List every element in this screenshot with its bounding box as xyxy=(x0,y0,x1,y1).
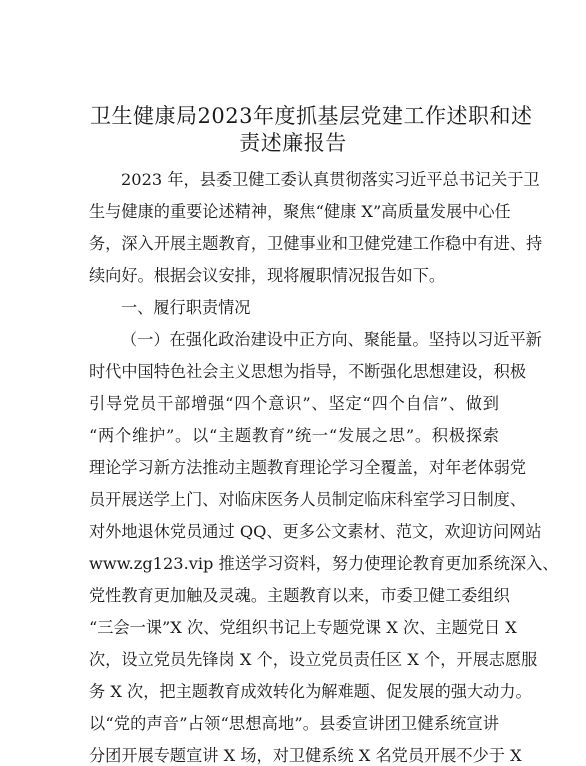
intro-paragraph-line: 生与健康的重要论述精神，聚焦“健康 X”高质量发展中心任 xyxy=(89,202,511,221)
section-paragraph-line: 次，设立党员先锋岗 X 个，设立党员责任区 X 个，开展志愿服 xyxy=(89,650,538,669)
document-title xyxy=(90,103,533,157)
section-paragraph-line: “两个维护”。以“主题教育”统一“发展之思”。积极探索 xyxy=(89,426,499,445)
intro-paragraph-line: 务，深入开展主题教育，卫健事业和卫健党建工作稳中有进、持 xyxy=(89,234,543,253)
intro-paragraph-line: 续向好。根据会议安排，现将履职情况报告如下。 xyxy=(89,266,446,285)
section-paragraph-line: 以“党的声音”占领“思想高地”。县委宣讲团卫健系统宣讲 xyxy=(89,714,499,733)
section-paragraph-line: 对外地退休党员通过 QQ、更多公文素材、范文，欢迎访问网站 xyxy=(89,522,542,541)
section-paragraph-line: 引导党员干部增强“四个意识”、坚定“四个自信”、做到 xyxy=(89,394,499,413)
section-paragraph-line: 务 X 次，把主题教育成效转化为解难题、促发展的强大动力。 xyxy=(89,682,532,701)
section-paragraph-line: 理论学习新方法推动主题教育理论学习全覆盖，对年老体弱党 xyxy=(89,458,527,477)
intro-paragraph-line: 2023 年，县委卫健工委认真贯彻落实习近平总书记关于卫 xyxy=(121,170,540,189)
title-line: 卫生健康局2023年度抓基层党建工作述职和述 xyxy=(90,104,533,128)
title-line: 责述廉报告 xyxy=(239,131,347,155)
section-paragraph-line: 时代中国特色社会主义思想为指导，不断强化思想建设，积极 xyxy=(89,362,527,381)
section-paragraph-line: （一）在强化政治建设中正方向、聚能量。坚持以习近平新 xyxy=(121,330,542,349)
section-paragraph-line: “三会一课”X 次、党组织书记上专题党课 X 次、主题党日 X xyxy=(89,618,517,637)
section-paragraph-line: 员开展送学上门、对临床医务人员制定临床科室学习日制度、 xyxy=(89,490,527,509)
section-paragraph-line: www.zg123.vip 推送学习资料，努力使理论教育更加系统深入、 xyxy=(89,554,559,573)
section-heading: 一、履行职责情况 xyxy=(121,298,251,317)
section-paragraph-line: 分团开展专题宣讲 X 场，对卫健系统 X 名党员开展不少于 X xyxy=(89,746,522,765)
section-paragraph-line: 党性教育更加触及灵魂。主题教育以来，市委卫健工委组织 xyxy=(89,586,510,605)
